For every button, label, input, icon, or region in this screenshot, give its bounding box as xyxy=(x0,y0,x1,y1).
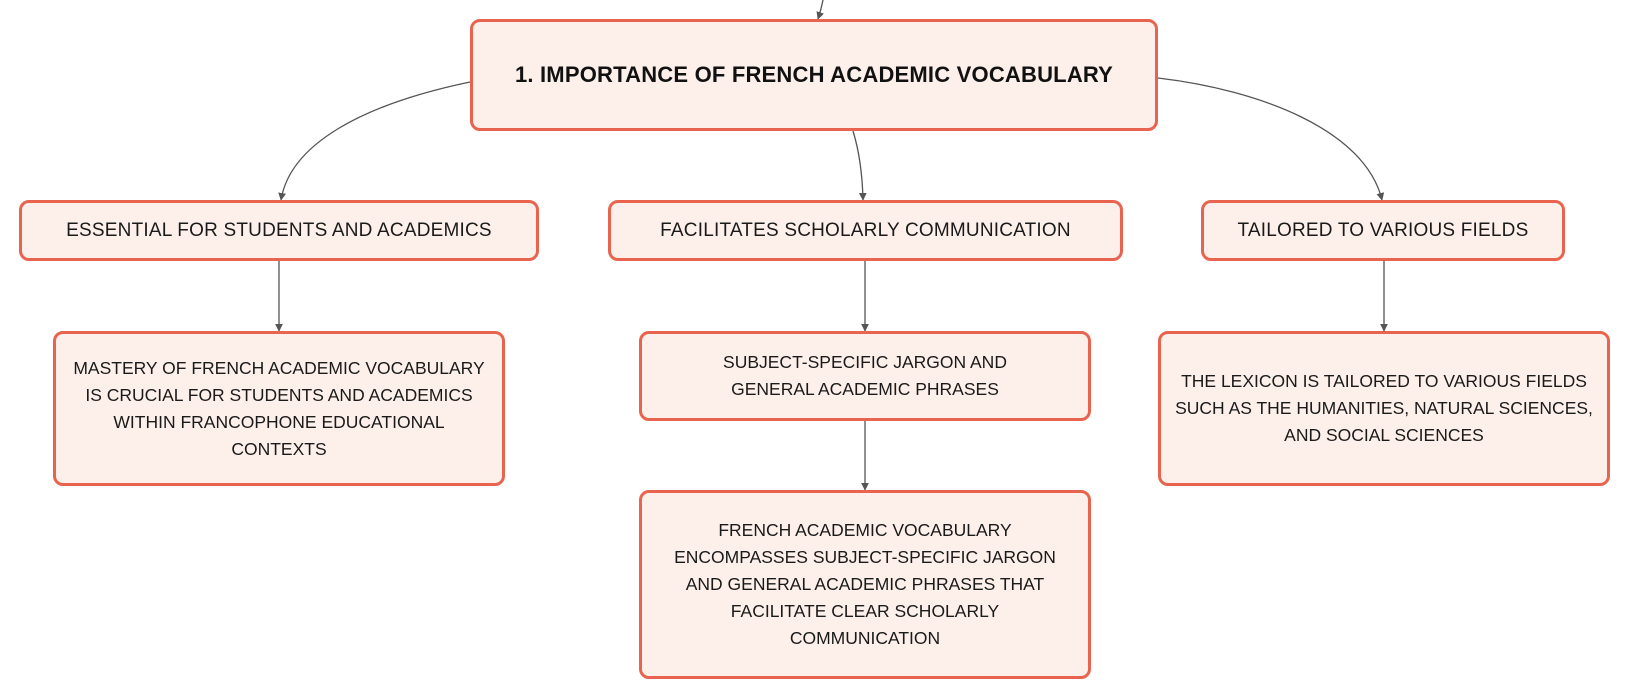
connector-root-to-branch-2 xyxy=(853,131,863,200)
branch-node-essential-for-students[interactable] xyxy=(19,200,539,261)
leaf-node-jargon-and-phrases[interactable] xyxy=(639,331,1091,421)
branch-label: ESSENTIAL FOR STUDENTS AND ACADEMICS xyxy=(66,219,492,241)
branch-label: TAILORED TO VARIOUS FIELDS xyxy=(1237,219,1529,241)
connector-parent-to-root xyxy=(818,0,823,19)
root-topic-label: 1. IMPORTANCE OF FRENCH ACADEMIC VOCABULARY xyxy=(514,62,1114,87)
leaf-node-mastery-crucial[interactable] xyxy=(53,331,505,486)
leaf-node-lexicon-tailored[interactable] xyxy=(1158,331,1610,486)
leaf-label: FRENCH ACADEMIC VOCABULARY ENCOMPASSES SUBJECT-SPECIFIC JARGON AND GENERAL ACADEMIC PHRASES THAT FACILITATE CLEAR SCHOLARLY COMMUNICATION xyxy=(674,520,1056,648)
connector-root-to-branch-3 xyxy=(1158,78,1382,200)
leaf-label: SUBJECT-SPECIFIC JARGON AND GENERAL ACADEMIC PHRASES xyxy=(723,352,1007,399)
branch-node-facilitates-communication[interactable] xyxy=(608,200,1123,261)
branch-node-tailored-to-fields[interactable] xyxy=(1201,200,1565,261)
branch-label: FACILITATES SCHOLARLY COMMUNICATION xyxy=(660,219,1071,241)
leaf-node-vocabulary-encompasses[interactable] xyxy=(639,490,1091,679)
leaf-label: THE LEXICON IS TAILORED TO VARIOUS FIELDS SUCH AS THE HUMANITIES, NATURAL SCIENCES, AND SOCIAL SCIENCES xyxy=(1175,371,1593,445)
connector-root-to-branch-1 xyxy=(281,82,470,200)
leaf-label: MASTERY OF FRENCH ACADEMIC VOCABULARY IS CRUCIAL FOR STUDENTS AND ACADEMICS WITHIN FRANCOPHONE EDUCATIONAL CONTEXTS xyxy=(73,357,485,459)
root-topic-node[interactable] xyxy=(470,19,1158,131)
